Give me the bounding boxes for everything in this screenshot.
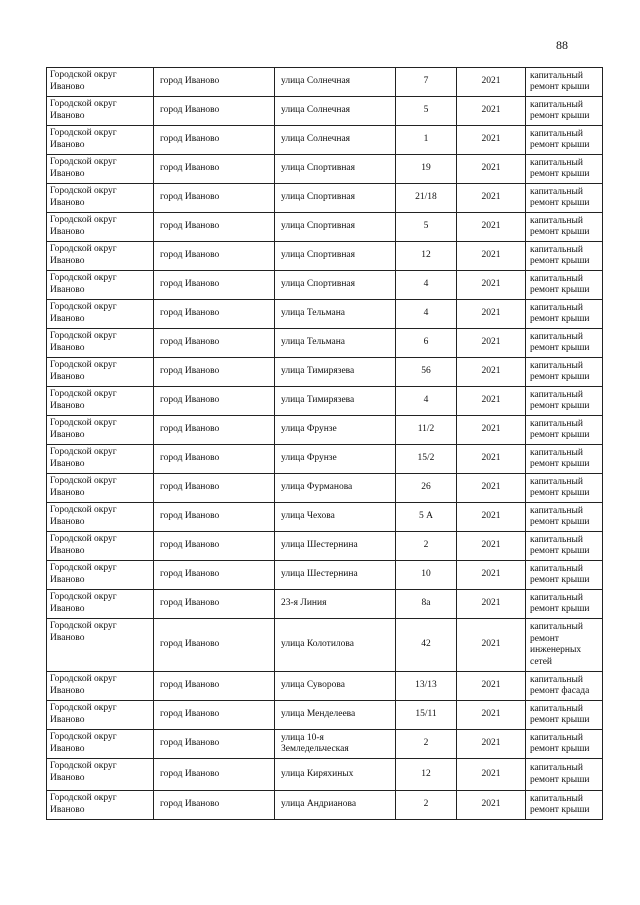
house-number-cell: 12	[396, 242, 457, 271]
district-cell: Городской округ Иваново	[47, 445, 154, 474]
district-cell: Городской округ Иваново	[47, 590, 154, 619]
year-cell: 2021	[457, 155, 526, 184]
house-number-cell: 8а	[396, 590, 457, 619]
work-type-cell: капитальный ремонт крыши	[526, 474, 603, 503]
work-type-cell: капитальный ремонт крыши	[526, 271, 603, 300]
city-cell: город Иваново	[154, 503, 275, 532]
table-row	[47, 759, 603, 791]
district-cell: Городской округ Иваново	[47, 213, 154, 242]
table-row	[47, 619, 603, 672]
work-type-cell: капитальный ремонт крыши	[526, 184, 603, 213]
table-row	[47, 271, 603, 300]
city-cell: город Иваново	[154, 561, 275, 590]
city-cell: город Иваново	[154, 730, 275, 759]
year-cell: 2021	[457, 68, 526, 97]
district-cell: Городской округ Иваново	[47, 474, 154, 503]
work-type-cell: капитальный ремонт крыши	[526, 387, 603, 416]
street-cell: улица Фрунзе	[275, 416, 396, 445]
year-cell: 2021	[457, 300, 526, 329]
city-cell: город Иваново	[154, 387, 275, 416]
house-number-cell: 19	[396, 155, 457, 184]
city-cell: город Иваново	[154, 213, 275, 242]
city-cell: город Иваново	[154, 329, 275, 358]
house-number-cell: 4	[396, 271, 457, 300]
district-cell: Городской округ Иваново	[47, 329, 154, 358]
street-cell: улица Шестернина	[275, 532, 396, 561]
year-cell: 2021	[457, 701, 526, 730]
year-cell: 2021	[457, 97, 526, 126]
house-number-cell: 13/13	[396, 672, 457, 701]
house-number-cell: 5	[396, 213, 457, 242]
work-type-cell: капитальный ремонт крыши	[526, 300, 603, 329]
city-cell: город Иваново	[154, 97, 275, 126]
street-cell: улица Спортивная	[275, 155, 396, 184]
city-cell: город Иваново	[154, 242, 275, 271]
district-cell: Городской округ Иваново	[47, 300, 154, 329]
work-type-cell: капитальный ремонт крыши	[526, 329, 603, 358]
district-cell: Городской округ Иваново	[47, 532, 154, 561]
street-cell: улица Спортивная	[275, 213, 396, 242]
district-cell: Городской округ Иваново	[47, 672, 154, 701]
city-cell: город Иваново	[154, 672, 275, 701]
street-cell: улица Солнечная	[275, 126, 396, 155]
year-cell: 2021	[457, 271, 526, 300]
street-cell: улица Менделеева	[275, 701, 396, 730]
table-row	[47, 532, 603, 561]
work-type-cell: капитальный ремонт крыши	[526, 532, 603, 561]
table-row	[47, 213, 603, 242]
table-row	[47, 184, 603, 213]
year-cell: 2021	[457, 445, 526, 474]
house-number-cell: 2	[396, 791, 457, 820]
street-cell: улица Шестернина	[275, 561, 396, 590]
table-row	[47, 416, 603, 445]
work-type-cell: капитальный ремонт крыши	[526, 590, 603, 619]
work-type-cell: капитальный ремонт фасада	[526, 672, 603, 701]
year-cell: 2021	[457, 474, 526, 503]
year-cell: 2021	[457, 561, 526, 590]
house-number-cell: 12	[396, 759, 457, 791]
district-cell: Городской округ Иваново	[47, 126, 154, 155]
table-row	[47, 445, 603, 474]
work-type-cell: капитальный ремонт крыши	[526, 416, 603, 445]
house-number-cell: 56	[396, 358, 457, 387]
table-row	[47, 561, 603, 590]
work-type-cell: капитальный ремонт крыши	[526, 730, 603, 759]
table-row	[47, 68, 603, 97]
district-cell: Городской округ Иваново	[47, 416, 154, 445]
work-type-cell: капитальный ремонт инженерных сетей	[526, 619, 603, 672]
work-type-cell: капитальный ремонт крыши	[526, 503, 603, 532]
year-cell: 2021	[457, 730, 526, 759]
table-row	[47, 672, 603, 701]
street-cell: улица Солнечная	[275, 97, 396, 126]
district-cell: Городской округ Иваново	[47, 387, 154, 416]
house-number-cell: 26	[396, 474, 457, 503]
house-number-cell: 42	[396, 619, 457, 672]
street-cell: улица 10-я Земледельческая	[275, 730, 396, 759]
table-row	[47, 387, 603, 416]
year-cell: 2021	[457, 242, 526, 271]
table-row	[47, 730, 603, 759]
table-row	[47, 97, 603, 126]
city-cell: город Иваново	[154, 791, 275, 820]
district-cell: Городской округ Иваново	[47, 791, 154, 820]
district-cell: Городской округ Иваново	[47, 155, 154, 184]
district-cell: Городской округ Иваново	[47, 561, 154, 590]
year-cell: 2021	[457, 759, 526, 791]
street-cell: 23-я Линия	[275, 590, 396, 619]
table-row	[47, 126, 603, 155]
street-cell: улица Тельмана	[275, 329, 396, 358]
district-cell: Городской округ Иваново	[47, 759, 154, 791]
district-cell: Городской округ Иваново	[47, 701, 154, 730]
house-number-cell: 10	[396, 561, 457, 590]
street-cell: улица Фурманова	[275, 474, 396, 503]
table-row	[47, 358, 603, 387]
district-cell: Городской округ Иваново	[47, 503, 154, 532]
city-cell: город Иваново	[154, 184, 275, 213]
work-type-cell: капитальный ремонт крыши	[526, 68, 603, 97]
house-number-cell: 11/2	[396, 416, 457, 445]
year-cell: 2021	[457, 126, 526, 155]
district-cell: Городской округ Иваново	[47, 358, 154, 387]
table-row	[47, 242, 603, 271]
house-number-cell: 6	[396, 329, 457, 358]
table-row	[47, 300, 603, 329]
district-cell: Городской округ Иваново	[47, 184, 154, 213]
page-number: 88	[556, 38, 568, 52]
table-row	[47, 329, 603, 358]
street-cell: улица Тельмана	[275, 300, 396, 329]
street-cell: улица Тимирязева	[275, 387, 396, 416]
table-row	[47, 474, 603, 503]
work-type-cell: капитальный ремонт крыши	[526, 791, 603, 820]
district-cell: Городской округ Иваново	[47, 271, 154, 300]
city-cell: город Иваново	[154, 155, 275, 184]
district-cell: Городской округ Иваново	[47, 97, 154, 126]
city-cell: город Иваново	[154, 126, 275, 155]
work-type-cell: капитальный ремонт крыши	[526, 445, 603, 474]
district-cell: Городской округ Иваново	[47, 619, 154, 672]
year-cell: 2021	[457, 590, 526, 619]
work-type-cell: капитальный ремонт крыши	[526, 242, 603, 271]
house-number-cell: 4	[396, 387, 457, 416]
year-cell: 2021	[457, 213, 526, 242]
district-cell: Городской округ Иваново	[47, 730, 154, 759]
city-cell: город Иваново	[154, 300, 275, 329]
city-cell: город Иваново	[154, 358, 275, 387]
year-cell: 2021	[457, 416, 526, 445]
registry-body	[47, 68, 603, 820]
year-cell: 2021	[457, 503, 526, 532]
street-cell: улица Киряхиных	[275, 759, 396, 791]
house-number-cell: 1	[396, 126, 457, 155]
house-number-cell: 4	[396, 300, 457, 329]
work-type-cell: капитальный ремонт крыши	[526, 155, 603, 184]
street-cell: улица Спортивная	[275, 242, 396, 271]
repair-registry-table	[46, 67, 603, 820]
year-cell: 2021	[457, 532, 526, 561]
city-cell: город Иваново	[154, 416, 275, 445]
city-cell: город Иваново	[154, 759, 275, 791]
house-number-cell: 21/18	[396, 184, 457, 213]
city-cell: город Иваново	[154, 532, 275, 561]
year-cell: 2021	[457, 329, 526, 358]
house-number-cell: 15/2	[396, 445, 457, 474]
table-row	[47, 503, 603, 532]
city-cell: город Иваново	[154, 619, 275, 672]
house-number-cell: 2	[396, 532, 457, 561]
house-number-cell: 2	[396, 730, 457, 759]
house-number-cell: 15/11	[396, 701, 457, 730]
year-cell: 2021	[457, 358, 526, 387]
city-cell: город Иваново	[154, 68, 275, 97]
city-cell: город Иваново	[154, 474, 275, 503]
house-number-cell: 5	[396, 97, 457, 126]
city-cell: город Иваново	[154, 271, 275, 300]
work-type-cell: капитальный ремонт крыши	[526, 213, 603, 242]
work-type-cell: капитальный ремонт крыши	[526, 97, 603, 126]
house-number-cell: 7	[396, 68, 457, 97]
street-cell: улица Андрианова	[275, 791, 396, 820]
street-cell: улица Солнечная	[275, 68, 396, 97]
table-row	[47, 155, 603, 184]
year-cell: 2021	[457, 791, 526, 820]
city-cell: город Иваново	[154, 701, 275, 730]
table-row	[47, 590, 603, 619]
year-cell: 2021	[457, 387, 526, 416]
street-cell: улица Чехова	[275, 503, 396, 532]
district-cell: Городской округ Иваново	[47, 68, 154, 97]
city-cell: город Иваново	[154, 590, 275, 619]
year-cell: 2021	[457, 672, 526, 701]
work-type-cell: капитальный ремонт крыши	[526, 701, 603, 730]
street-cell: улица Спортивная	[275, 271, 396, 300]
street-cell: улица Спортивная	[275, 184, 396, 213]
street-cell: улица Фрунзе	[275, 445, 396, 474]
work-type-cell: капитальный ремонт крыши	[526, 126, 603, 155]
table-row	[47, 701, 603, 730]
house-number-cell: 5 А	[396, 503, 457, 532]
street-cell: улица Тимирязева	[275, 358, 396, 387]
year-cell: 2021	[457, 619, 526, 672]
work-type-cell: капитальный ремонт крыши	[526, 358, 603, 387]
table-row	[47, 791, 603, 820]
work-type-cell: капитальный ремонт крыши	[526, 759, 603, 791]
year-cell: 2021	[457, 184, 526, 213]
street-cell: улица Колотилова	[275, 619, 396, 672]
city-cell: город Иваново	[154, 445, 275, 474]
street-cell: улица Суворова	[275, 672, 396, 701]
work-type-cell: капитальный ремонт крыши	[526, 561, 603, 590]
district-cell: Городской округ Иваново	[47, 242, 154, 271]
